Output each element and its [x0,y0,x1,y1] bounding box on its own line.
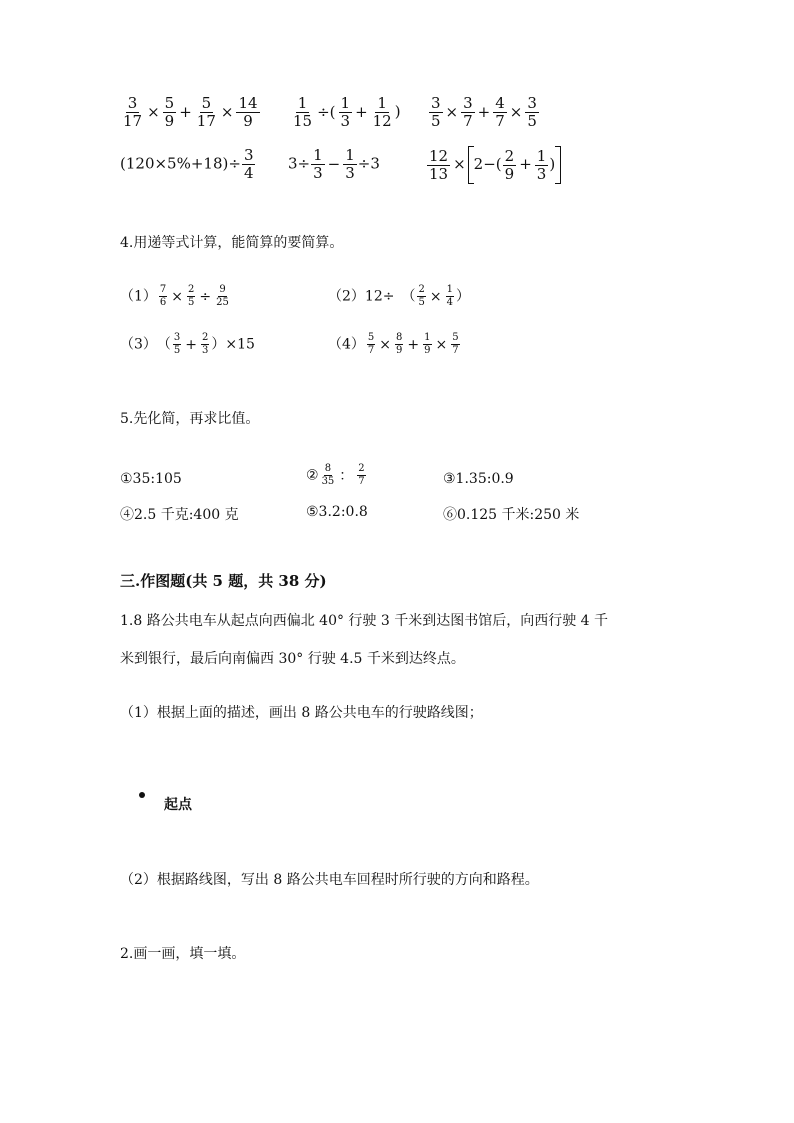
expr-row2-2: 3÷ $\frac{1}{3}$ − $\frac{1}{3}$ ÷3 [288,146,380,182]
q5-item-5: ⑤3.2:0.8 [306,504,368,520]
expr-row1-3: $\frac{3}{5}$ × $\frac{3}{7}$ + $\frac{4}{7}$ × $\frac{3}{5}$ [431,94,537,130]
section3-q1-line1: 1.8 路公共电车从起点向西偏北 40° 行驶 3 千米到达图书馆后，向西行驶 4 千 [120,613,609,629]
expr-row1-2: $\frac{1}{15}$ ÷( $\frac{1}{3}$ + $\frac{1}{12}$ ) [293,94,401,130]
expr-row1-1: $\frac{3}{17}$ × $\frac{5}{9}$ + $\frac{5}{17}$ × $\frac{14}{9}$ [123,94,258,130]
q5-title: 5.先化简，再求比值。 [120,411,260,427]
q5-item-6: ⑥0.125 千米:250 米 [443,507,580,523]
section3-q1-line2: 米到银行，最后向南偏西 30° 行驶 4.5 千米到达终点。 [120,651,465,667]
section3-q1-sub2: （2）根据路线图，写出 8 路公共电车回程时所行驶的方向和路程。 [120,872,539,888]
right-square-bracket [555,146,561,184]
q4-problem-4: （4） $\frac{5}{7}$ × $\frac{8}{9}$ + $\frac{1}{9}$ × $\frac{5}{7}$ [328,332,459,356]
q4-problem-3: （3） （ $\frac{3}{5}$ + $\frac{2}{3}$ ）×15 [120,332,255,356]
q5-item-3: ③1.35:0.9 [443,471,514,487]
section3-q2: 2.画一画，填一填。 [120,946,246,962]
start-point-dot [139,792,145,798]
q4-problem-2: （2）12÷ （ $\frac{2}{5}$ × $\frac{1}{4}$ ） [328,284,470,308]
section-heading: 三.作图题(共 5 题，共 38 分) [120,572,327,590]
section3-q1-sub1: （1）根据上面的描述，画出 8 路公共电车的行驶路线图； [120,705,483,721]
expr-row2-1: (120×5%+18)÷ $\frac{3}{4}$ [120,146,254,182]
q5-item-1: ①35:105 [120,471,182,487]
q4-problem-1: （1） $\frac{7}{6}$ × $\frac{2}{5}$ ÷ $\frac{9}{25}$ [120,284,229,308]
q4-title: 4.用递等式计算，能简算的要简算。 [120,235,344,251]
expr-row2-3: $\frac{12}{13}$ × 2−( $\frac{2}{9}$ + $\frac{1}{3}$ ) [426,146,561,184]
q5-item-2: ② $\frac{8}{35}$ ： $\frac{2}{7}$ [306,463,365,487]
start-point-label: 起点 [164,797,192,813]
q5-item-4: ④2.5 千克:400 克 [120,507,239,523]
